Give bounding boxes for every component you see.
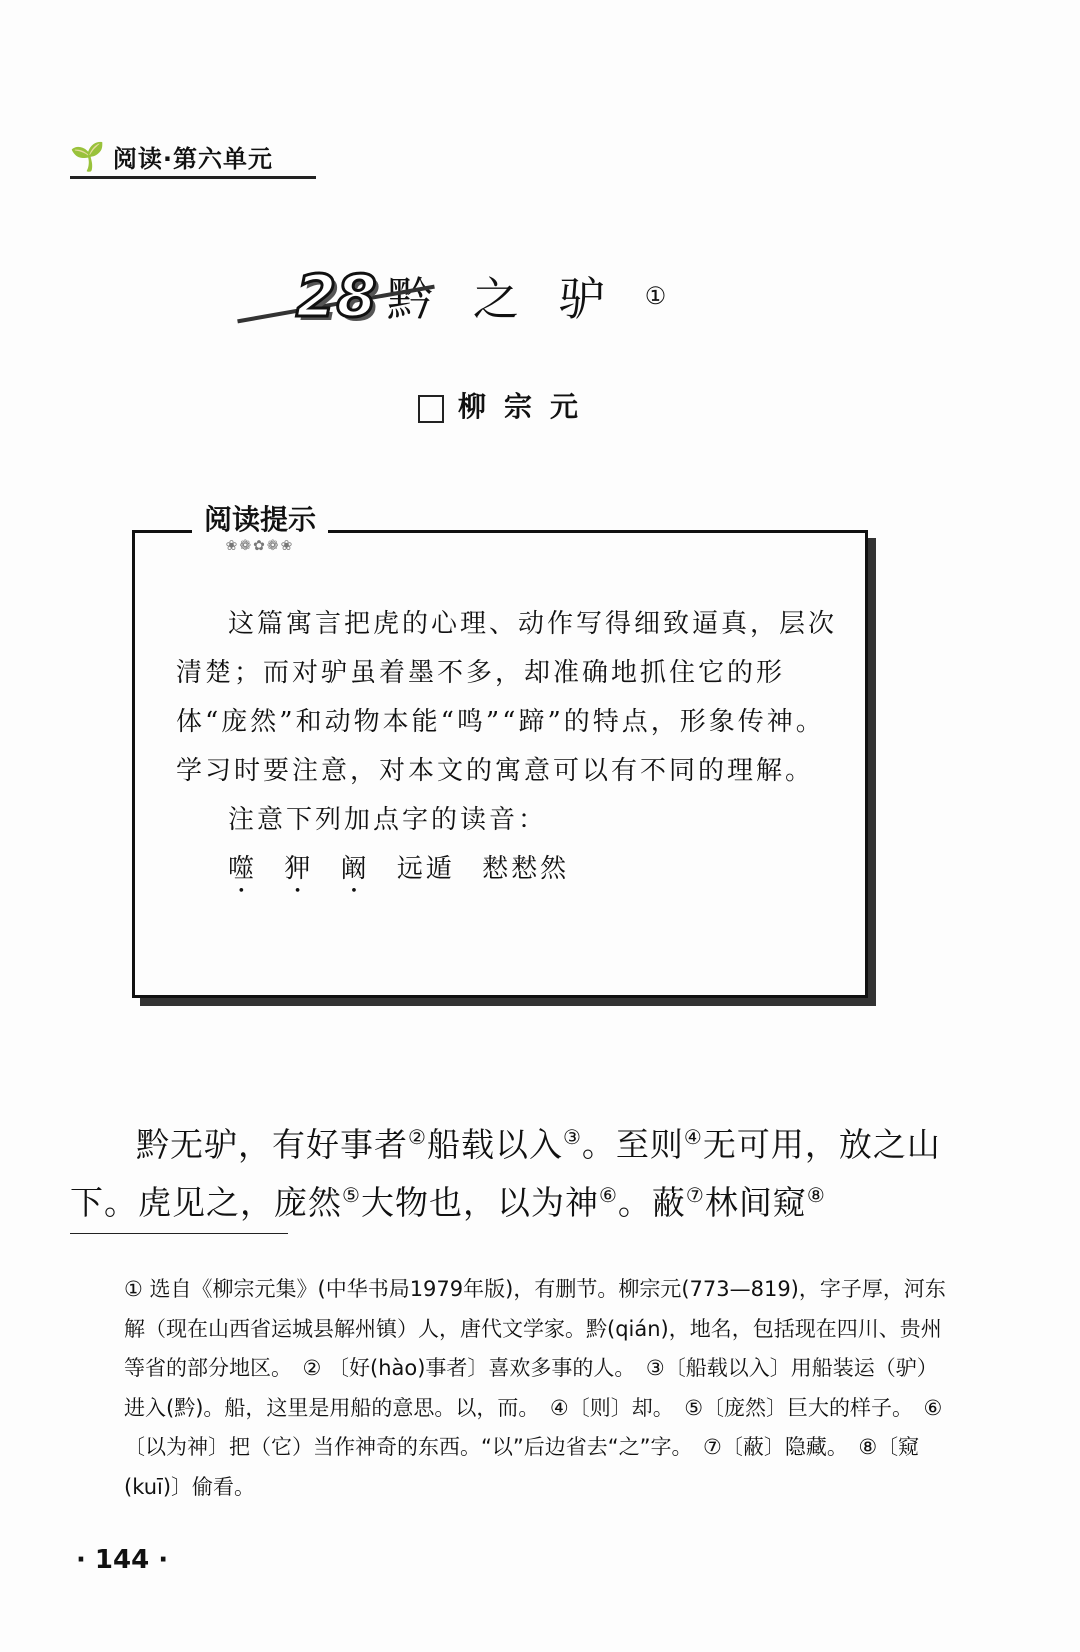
word: 噬 <box>228 854 258 884</box>
lesson-title-text: 黔之驴 <box>386 272 645 326</box>
main-text <box>70 1112 950 1228</box>
footnote-ref: ⑦ <box>685 1183 705 1207</box>
text-segment: 黔无驴，有好事者 <box>136 1125 408 1164</box>
footnote-ref: ② <box>408 1125 427 1149</box>
flower-ornament-icon: ❀❁✿❁❀ <box>225 538 295 554</box>
word: 狎 <box>284 854 314 884</box>
word: 慭慭然 <box>482 854 570 884</box>
text-segment: 。蔽 <box>617 1183 686 1222</box>
title-footnote-ref: ① <box>644 282 667 310</box>
pronunciation-words <box>176 845 842 899</box>
footnote-text: ① 选自《柳宗元集》(中华书局1979年版)，有删节。柳宗元(773—819)，字子厚，河东解（现在山西省运城县解州镇）人，唐代文学家。黔(qián)，地名，包括现在四川、贵州等省的部分地区。 ② 〔好(hào)事者〕喜欢多事的人。 ③〔船载以入〕用船装运（驴）进入(黔)。船，这里是用船的意思。以，而。 ④〔则〕却。 ⑤〔庞然〕巨大的样子。 ⑥〔以为神〕把（它）当作神奇的东西。“以”后边省去“之”字。 ⑦〔蔽〕隐藏。 ⑧〔窥(kuī)〕偷看。 <box>124 1277 946 1499</box>
author-line <box>418 385 596 425</box>
author-name: 柳宗元 <box>458 390 597 423</box>
footnote-ref: ⑧ <box>806 1183 826 1207</box>
pronunciation-intro: 注意下列加点字的读音： <box>228 805 548 835</box>
text-segment: 船载以入 <box>426 1125 563 1164</box>
text-segment: 林间窥 <box>704 1183 807 1222</box>
lesson-number: 28 <box>296 262 377 330</box>
reading-tip-label <box>192 498 328 554</box>
word: 阚 <box>340 854 370 884</box>
footnote-ref: ⑤ <box>342 1183 361 1207</box>
footnotes <box>124 1270 949 1507</box>
tip-paragraph: 这篇寓言把虎的心理、动作写得细致逼真，层次清楚；而对驴虽着墨不多，却准确地抓住它的形体“庞然”和动物本能“鸣”“蹄”的特点，形象传神。学习时要注意，对本文的寓意可以有不同的理解。 <box>176 609 838 786</box>
reading-tip-text <box>176 600 842 899</box>
section-title: 阅读·第六单元 <box>112 144 273 173</box>
footnote-ref: ③ <box>562 1125 582 1149</box>
word: 远遁 <box>396 854 455 884</box>
lesson-title <box>236 262 666 330</box>
text-segment: 大物也，以为神 <box>360 1183 599 1222</box>
reading-tip-heading: 阅读提示 <box>204 503 317 536</box>
text-segment: 。至则 <box>581 1125 684 1164</box>
footnote-ref: ④ <box>683 1125 703 1149</box>
author-marker-icon <box>418 395 444 423</box>
hands-sprout-icon: 🌱 <box>70 139 105 173</box>
page-number: · 144 · <box>76 1545 169 1575</box>
text-segment: 无可用，放之山下。虎见之，庞然 <box>70 1125 941 1222</box>
footnote-ref: ⑥ <box>598 1183 618 1207</box>
footnote-divider <box>70 1233 288 1234</box>
main-paragraph <box>70 1112 950 1228</box>
running-header <box>70 136 316 179</box>
